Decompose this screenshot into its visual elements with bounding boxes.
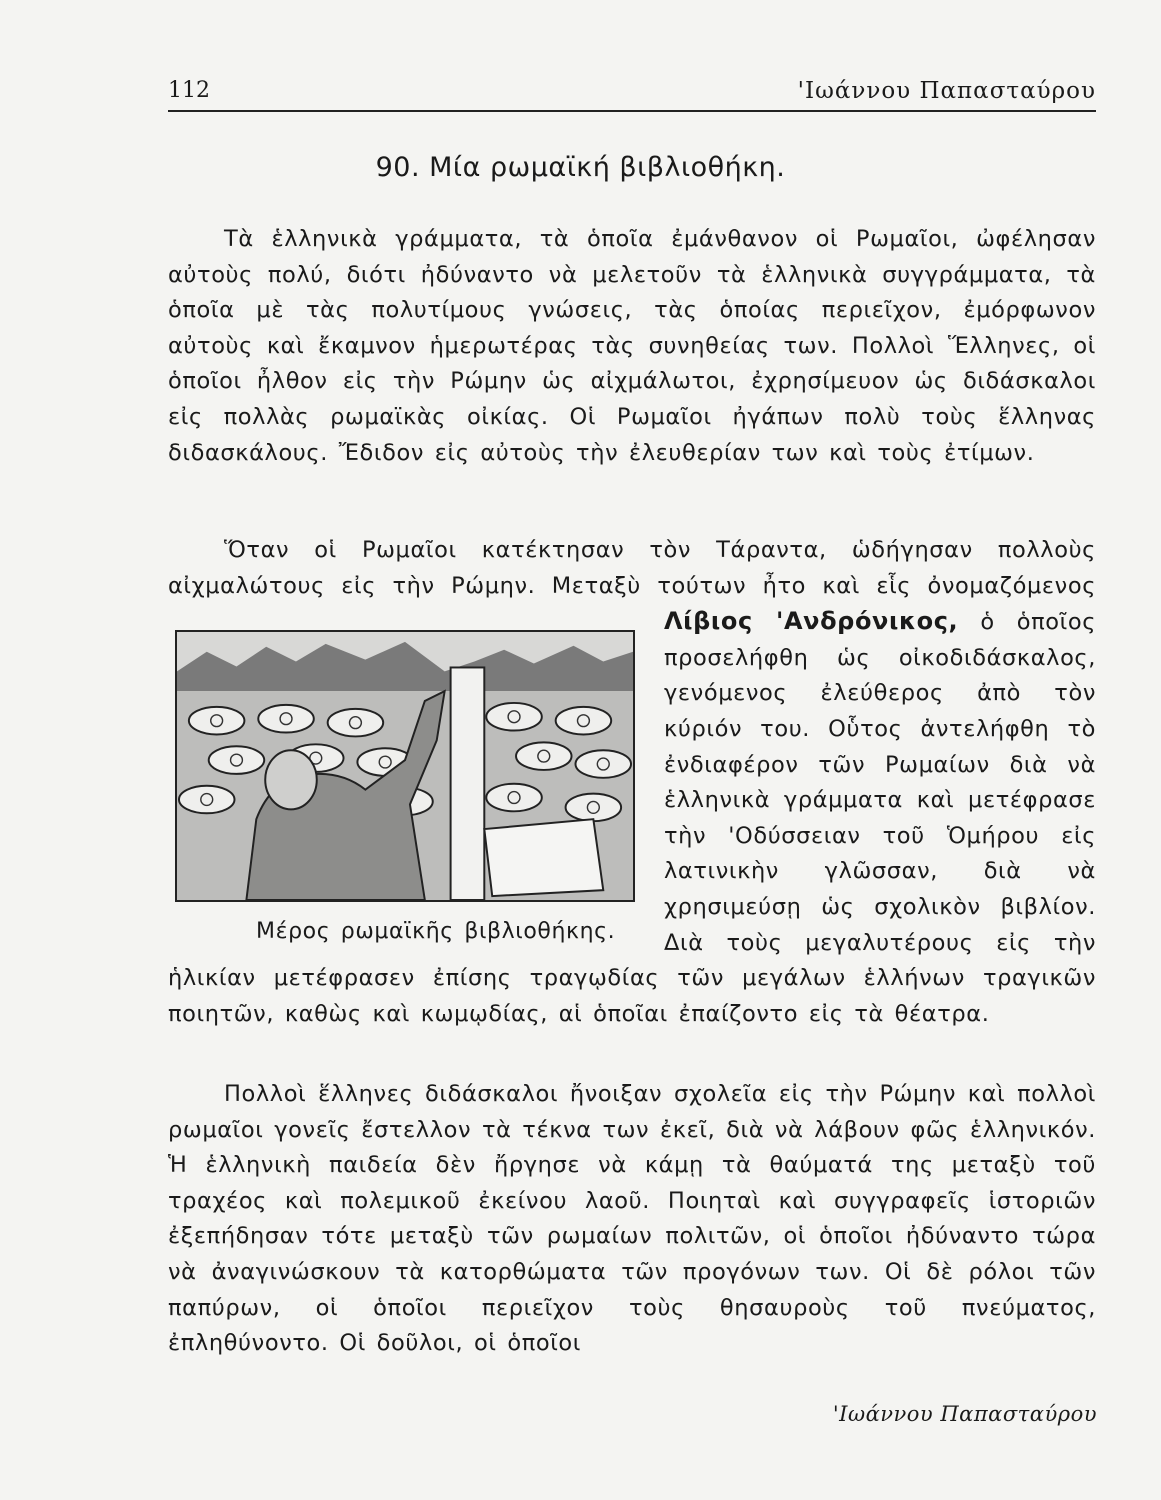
paragraph-2-text-start: Ὅταν οἱ Ρωμαῖοι κατέκτησαν τὸν Τάραντα, ὡδήγησαν πολλοὺς αἰχμαλώτους εἰς τὴν Ρώμην. Μεταξὺ τούτων ἦτο καὶ εἷς ὀνομαζόμενος [168,537,1096,599]
page-header [168,74,1096,112]
running-head: 'Ιωάννου Παπασταύρου [797,78,1096,104]
paragraph-2-text-end: ὁ ὁποῖος προσελήφθη ὡς οἰκοδιδάσκαλος, γενόμενος ἐλεύθερος ἀπὸ τὸν κύριόν του. Οὗτος ἀντελήφθη τὸ ἐνδιαφέρον τῶν Ρωμαίων διὰ νὰ ἑλληνικὰ γράμματα καὶ μετέφρασε τὴν 'Οδύσσειαν τοῦ Ὁμήρου εἰς λατινικὴν γλῶσσαν, διὰ νὰ χρησιμεύσῃ ὡς σχολικὸν βιβλίον. Διὰ τοὺς μεγαλυτέρους εἰς τὴν ἡλικίαν μετέφρασεν ἐπίσης τραγῳδίας τῶν μεγάλων ἑλλήνων τραγικῶν ποιητῶν, καθὼς καὶ κωμῳδίας, αἱ ὁποῖαι ἐπαίζοντο εἰς τὰ θέατρα. [168,609,1096,1027]
author-signature: 'Ιωάννου Παπασταύρου [832,1402,1097,1426]
figure [168,610,640,957]
paragraph-2 [168,533,1096,1032]
figure-caption: Μέρος ρωμαϊκῆς βιβλιοθήκης. [256,919,616,945]
paragraph-1: Τὰ ἑλληνικὰ γράμματα, τὰ ὁποῖα ἐμάνθανον οἱ Ρωμαῖοι, ὠφέλησαν αὐτοὺς πολύ, διότι ἠδύναντο νὰ μελετοῦν τὰ ἑλληνικὰ συγγράμματα, τὰ ὁποῖα μὲ τὰς πολυτίμους γνώσεις, τὰς ὁποίας περιεῖχον, ἐμόρφωνον αὐτοὺς καὶ ἔκαμνον ἡμερωτέρας τὰς συνηθείας των. Πολλοὶ Ἕλληνες, οἱ ὁποῖοι ἦλθον εἰς τὴν Ρώμην ὡς αἰχμάλωτοι, ἐχρησίμευον ὡς διδάσκαλοι εἰς πολλὰς ρωμαϊκὰς οἰκίας. Οἱ Ρωμαῖοι ἠγάπων πολὺ τοὺς ἕλληνας διδασκάλους. Ἔδιδον εἰς αὐτοὺς τὴν ἐλευθερίαν των καὶ τοὺς ἐτίμων. [168,226,1096,466]
library-illustration [175,630,635,902]
person-name-livius-andronicus: Λίβιος 'Ανδρόνικος, [664,607,959,636]
page-number: 112 [168,78,210,103]
paragraph-3: Πολλοὶ ἕλληνες διδάσκαλοι ἤνοιξαν σχολεῖα εἰς τὴν Ρώμην καὶ πολλοὶ ρωμαῖοι γονεῖς ἔστελλον τὰ τέκνα των ἐκεῖ, διὰ νὰ λάβουν φῶς ἑλληνικόν. Ἡ ἑλληνικὴ παιδεία δὲν ἤργησε νὰ κάμῃ τὰ θαύματά της μεταξὺ τοῦ τραχέος καὶ πολεμικοῦ ἐκείνου λαοῦ. Ποιηταὶ καὶ συγγραφεῖς ἱστοριῶν ἐξεπήδησαν τότε μεταξὺ τῶν ρωμαίων πολιτῶν, οἱ ὁποῖοι ἠδύναντο τώρα νὰ ἀναγινώσκουν τὰ κατορθώματα τῶν προγόνων των. Οἱ δὲ ρόλοι τῶν παπύρων, οἱ ὁποῖοι περιεῖχον τοὺς θησαυροὺς τοῦ πνεύματος, ἐπληθύνοντο. Οἱ δοῦλοι, οἱ ὁποῖοι [168,1081,1096,1357]
woodcut-image [177,632,633,900]
section-title: 90. Μία ρωμαϊκή βιβλιοθήκη. [375,152,786,183]
